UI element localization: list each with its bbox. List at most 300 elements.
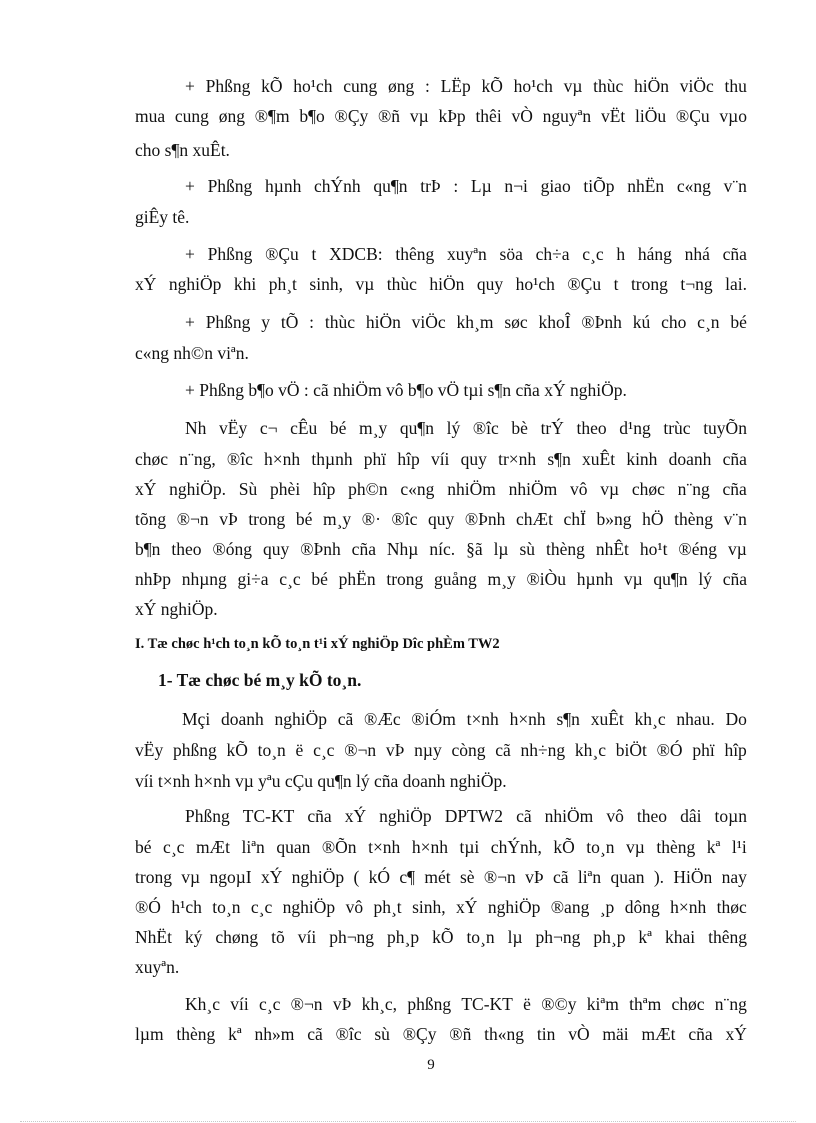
word: (	[353, 867, 360, 887]
word: cã	[307, 1024, 323, 1044]
word: hiÖn	[634, 76, 670, 96]
word: nµy	[414, 740, 442, 760]
word: vËy	[135, 740, 164, 760]
word: ®îc	[226, 449, 253, 469]
word: c¸n	[697, 312, 720, 332]
word: TC-KT	[461, 994, 513, 1014]
word: vÞ	[219, 509, 238, 529]
word: vµ	[355, 274, 375, 294]
word: kª	[638, 927, 652, 947]
word: ®¶m	[254, 106, 290, 126]
word: Phßng	[207, 244, 253, 264]
word: thêng	[395, 244, 435, 264]
word: ¸p	[599, 897, 615, 917]
text-line	[182, 708, 747, 730]
word: cã	[516, 806, 532, 826]
word: liÖu	[635, 106, 667, 126]
word: DPTW2	[444, 806, 504, 826]
word: Nhµ	[386, 539, 419, 559]
word: quy	[460, 449, 487, 469]
text-line	[135, 568, 747, 590]
word: chÏ	[563, 509, 586, 529]
word: viÖc	[411, 312, 446, 332]
text-line	[135, 896, 747, 918]
word: hîp	[724, 740, 747, 760]
word: kh¸c	[574, 740, 606, 760]
word: cña	[307, 806, 332, 826]
word: søc	[504, 312, 528, 332]
word: Nh	[185, 418, 207, 438]
word: thu	[724, 76, 747, 96]
word: quy	[262, 539, 290, 559]
word: lý	[698, 569, 712, 589]
word: bè	[511, 418, 528, 438]
word: kÕ	[553, 837, 575, 857]
word: ë	[523, 994, 531, 1014]
word: trÝ	[540, 418, 564, 438]
word: nh»m	[254, 1024, 295, 1044]
word: quy	[476, 274, 504, 294]
word: c¶	[399, 867, 416, 887]
word: liªn	[577, 867, 602, 887]
word: tuyÕn	[703, 418, 747, 438]
word: tõ	[271, 927, 285, 947]
word: ®îc	[391, 509, 418, 529]
word: t×nh	[368, 837, 401, 857]
word: tÕ	[280, 312, 299, 332]
word: guång	[434, 569, 477, 589]
word: Phßng	[205, 76, 251, 96]
word: hiÖn	[429, 274, 465, 294]
word: NhËt	[135, 927, 172, 947]
text-line	[135, 1023, 747, 1045]
word: ®îc	[472, 418, 499, 438]
word: söa	[499, 244, 523, 264]
word: cÊu	[290, 418, 318, 438]
word: quan	[276, 837, 311, 857]
word: m¸y	[487, 569, 516, 589]
word: ho¹t	[639, 539, 668, 559]
word: khai	[664, 927, 696, 947]
word: chøng	[215, 927, 259, 947]
word: kÓ	[368, 867, 391, 887]
word: ë	[295, 740, 304, 760]
word: thèng	[674, 509, 713, 529]
word: c«ng	[676, 176, 711, 196]
word: cña	[688, 1024, 713, 1044]
word: vµ	[623, 569, 643, 589]
word: lµ	[507, 927, 523, 947]
word: ®ang	[550, 897, 590, 917]
word: trong	[248, 509, 286, 529]
word: ®óng	[212, 539, 253, 559]
word: tõng	[135, 509, 167, 529]
word: h	[616, 244, 626, 264]
word: ®¬n	[344, 740, 377, 760]
word: s¶n	[556, 709, 580, 729]
word: XDCB:	[329, 244, 383, 264]
word: xÝ	[135, 274, 157, 294]
text-line	[185, 243, 747, 265]
word: cung	[174, 106, 209, 126]
word: §ã	[466, 539, 483, 559]
word: kh¸m	[456, 312, 494, 332]
word: m¸y	[359, 418, 388, 438]
word: trong	[135, 867, 172, 887]
word: sinh,	[309, 274, 343, 294]
word: ®ñ	[449, 1024, 472, 1044]
word: doanh	[668, 449, 712, 469]
word: s¶n	[547, 449, 571, 469]
word: nghiÖp	[282, 897, 336, 917]
word: Do	[725, 709, 747, 729]
word: ph¸t	[373, 897, 402, 917]
word: hµnh	[264, 176, 302, 196]
word: qu¶n	[653, 569, 688, 589]
word: t¬ng	[680, 274, 713, 294]
word: n¨ng,	[179, 449, 216, 469]
text-line	[135, 448, 747, 470]
word: tin	[536, 1024, 556, 1044]
word: ®¬n	[176, 509, 209, 529]
word: xÝ	[260, 867, 283, 887]
word: mäi	[602, 1024, 629, 1044]
word: liªn	[241, 837, 265, 857]
word: ®¬n	[290, 994, 323, 1014]
word: phßng	[407, 994, 452, 1014]
word: h×nh	[670, 897, 707, 917]
word: hµnh	[576, 569, 614, 589]
word: phï	[363, 449, 387, 469]
word: nguyªn	[542, 106, 592, 126]
word: ®îc	[335, 1024, 362, 1044]
word: xÝ	[456, 897, 478, 917]
word: kinh	[626, 449, 658, 469]
word: vµ	[600, 479, 620, 499]
word: h×nh	[264, 449, 301, 469]
word: ho¹ch	[513, 76, 553, 96]
word: vËt	[600, 106, 626, 126]
text-line	[185, 805, 747, 827]
word: c¸c	[582, 244, 604, 264]
word: sù	[519, 539, 536, 559]
word: n¨ng	[714, 994, 747, 1014]
word: vËy	[219, 418, 248, 438]
word: toµn	[714, 806, 747, 826]
word: phßng	[172, 740, 217, 760]
word: kª	[228, 1024, 242, 1044]
word: vÒ	[568, 1024, 590, 1044]
word: b»ng	[596, 509, 632, 529]
word: sù	[374, 1024, 390, 1044]
word: thêi	[475, 106, 502, 126]
word: hîp	[397, 449, 420, 469]
word: bé	[730, 312, 747, 332]
word: ®Þnh	[581, 312, 622, 332]
word: ®Æc	[364, 709, 401, 729]
word: khi	[233, 274, 257, 294]
word: lai.	[725, 274, 747, 294]
section-heading: I. Tæ chøc h¹ch to¸n kÕ to¸n t¹i xÝ nghiÖp Dîc phÈm TW2	[135, 636, 500, 652]
word: xÝ	[344, 806, 367, 826]
word: ho¹ch	[293, 76, 333, 96]
word: nghiÖp	[291, 867, 345, 887]
word: +	[185, 176, 195, 196]
word: vÞ	[332, 994, 352, 1014]
word: Kh¸c	[185, 994, 220, 1014]
word: cña	[722, 449, 747, 469]
word: vµ	[181, 867, 201, 887]
word: kÕ	[226, 740, 248, 760]
word: vµ	[625, 837, 645, 857]
word: ch÷a	[535, 244, 570, 264]
word: doanh	[220, 709, 264, 729]
word: h×nh	[411, 837, 448, 857]
word: mÆt	[641, 1024, 676, 1044]
word: cung	[343, 76, 378, 96]
word: xuÊt	[590, 709, 624, 729]
word: cã	[337, 709, 354, 729]
word: theo	[636, 806, 668, 826]
word: vô	[606, 806, 624, 826]
word: ngoµI	[209, 867, 252, 887]
word: n¨ng	[677, 479, 710, 499]
word: n¬i	[504, 176, 528, 196]
word: mua	[135, 106, 166, 126]
word: vµ	[727, 539, 747, 559]
word: ®Çu	[675, 106, 710, 126]
word: phèi	[270, 479, 301, 499]
word: ph¸p	[593, 927, 626, 947]
word: trong	[630, 274, 668, 294]
text-line	[135, 478, 747, 500]
word: ®¬n	[483, 867, 516, 887]
word: trùc	[663, 418, 691, 438]
word: thèng	[176, 1024, 216, 1044]
word: ph¬ng	[329, 927, 375, 947]
word: vµo	[719, 106, 747, 126]
word: cã	[552, 867, 569, 887]
word: qu¶n	[399, 418, 435, 438]
word: :	[424, 76, 430, 96]
word: h×nh	[509, 709, 546, 729]
text-line: víi t×nh h×nh vµ yªu cÇu qu¶n lý cña doanh nghiÖp.	[135, 771, 507, 791]
word: ho¹ch	[515, 274, 555, 294]
word: vô	[569, 479, 588, 499]
word: c¸c	[163, 837, 185, 857]
word: c¸c	[250, 897, 273, 917]
word: bé	[311, 569, 328, 589]
word: m¸y	[322, 509, 352, 529]
word: giao	[540, 176, 571, 196]
word: Phßng	[207, 176, 253, 196]
word: Phßng	[185, 806, 230, 826]
word: dông	[624, 897, 660, 917]
word: nhiÖm	[508, 479, 558, 499]
word: dâi	[680, 806, 702, 826]
word: ®iÓm	[411, 709, 456, 729]
word: kÕ	[261, 76, 283, 96]
word: Mçi	[182, 709, 211, 729]
word: thµnh	[311, 449, 353, 469]
word: háng	[637, 244, 672, 264]
word: nhiÖm	[447, 479, 496, 499]
word: nhµng	[181, 569, 227, 589]
word: l¹i	[731, 837, 747, 857]
word: víi	[430, 449, 450, 469]
word: HiÖn	[673, 867, 713, 887]
word: thèng	[656, 837, 696, 857]
word: TC-KT	[242, 806, 295, 826]
word: thªm	[629, 994, 662, 1014]
word: sè	[459, 867, 475, 887]
word: ®Ó	[135, 897, 161, 917]
word: thùc	[593, 76, 624, 96]
word: nhÞp	[135, 569, 171, 589]
word: y	[261, 312, 271, 332]
text-line	[185, 417, 747, 439]
word: bé	[135, 837, 152, 857]
word: :	[453, 176, 459, 196]
word: +	[185, 312, 195, 332]
word: thùc	[386, 274, 417, 294]
page-bottom-divider	[20, 1121, 796, 1122]
word: khoÎ	[538, 312, 571, 332]
word: vµ	[409, 106, 429, 126]
word: nghiÖp	[487, 897, 541, 917]
word: d¹ng	[619, 418, 651, 438]
word: ph¸p	[387, 927, 420, 947]
word: quan	[610, 867, 645, 887]
word: xuyªn	[446, 244, 487, 264]
text-line: c«ng nh©n viªn.	[135, 343, 249, 363]
word: nay	[721, 867, 747, 887]
word: tiÕp	[583, 176, 615, 196]
word: xÝ	[725, 1024, 747, 1044]
word: Sù	[238, 479, 258, 499]
word: tr×nh	[498, 449, 537, 469]
word: cña	[722, 479, 747, 499]
word: chÝnh,	[490, 837, 542, 857]
word: LËp	[440, 76, 471, 96]
word: chøc	[671, 994, 705, 1014]
word: lµm	[135, 1024, 164, 1044]
word: cã	[495, 740, 511, 760]
word: ph©n	[348, 479, 388, 499]
word: to¸n	[586, 837, 615, 857]
word: phËn	[338, 569, 376, 589]
word: chÆt	[516, 509, 553, 529]
word: chÝnh	[314, 176, 361, 196]
word: kÕ	[481, 76, 503, 96]
word: nghiÖp	[379, 806, 432, 826]
word: kú	[632, 312, 651, 332]
word: thêng	[708, 927, 747, 947]
word: viÖc	[679, 76, 714, 96]
word: kª	[706, 837, 721, 857]
text-line: xÝ nghiÖp.	[135, 599, 218, 619]
text-line	[135, 866, 747, 888]
word: cña	[722, 569, 747, 589]
word: hiÖn	[365, 312, 401, 332]
word: Phßng	[205, 312, 251, 332]
text-line	[135, 836, 747, 858]
word: nghiÖp.	[169, 479, 227, 499]
text-line: cho s¶n xuÊt.	[135, 140, 230, 160]
word: nh÷ng	[520, 740, 566, 760]
word: c¬	[259, 418, 278, 438]
word: sinh,	[412, 897, 446, 917]
text-line	[135, 273, 747, 295]
text-line	[135, 508, 747, 530]
subheading: 1- Tæ chøc bé m¸y kÕ to¸n.	[158, 670, 362, 690]
word: còng	[451, 740, 486, 760]
word: ®éng	[678, 539, 717, 559]
word: c¸c	[279, 569, 301, 589]
word: nghiÖp	[168, 274, 222, 294]
word: :	[309, 312, 315, 332]
text-line	[185, 175, 747, 197]
word: +	[185, 244, 195, 264]
text-line	[185, 993, 747, 1015]
word: ph¬ng	[535, 927, 581, 947]
word: níc.	[429, 539, 456, 559]
word: b¶n	[135, 539, 161, 559]
word: mÆt	[195, 837, 230, 857]
text-line	[135, 926, 747, 948]
text-line	[185, 75, 747, 97]
word: víi	[230, 994, 249, 1014]
word: h¹ch	[171, 897, 202, 917]
text-line: giÊy tê.	[135, 207, 190, 227]
word: lµ	[493, 539, 509, 559]
word: lý	[446, 418, 461, 438]
word: theo	[171, 539, 202, 559]
word: kh¸c	[634, 709, 666, 729]
word: nhá	[684, 244, 710, 264]
word: thèng	[545, 539, 585, 559]
word: t	[311, 244, 317, 264]
word: víi	[297, 927, 317, 947]
word: c«ng	[400, 479, 435, 499]
word: +	[185, 76, 195, 96]
word: trong	[386, 569, 424, 589]
word: ®Õn	[321, 837, 357, 857]
word: t×nh	[466, 709, 499, 729]
word: nhÊt	[595, 539, 629, 559]
word: ®Çy	[402, 1024, 437, 1044]
word: kh¸c,	[361, 994, 398, 1014]
word: mét	[424, 867, 451, 887]
word: vÞ	[385, 740, 405, 760]
word: gi÷a	[237, 569, 269, 589]
word: ®©y	[541, 994, 577, 1014]
word: ®Ó	[656, 740, 683, 760]
word: ®Þnh	[464, 509, 506, 529]
word: nhau.	[676, 709, 715, 729]
word: tµi	[459, 837, 480, 857]
word: hîp	[312, 479, 336, 499]
word: xuÊt	[582, 449, 616, 469]
word: ®iÒu	[526, 569, 567, 589]
word: chøc	[631, 479, 665, 499]
word: hÖ	[642, 509, 664, 529]
text-line	[135, 105, 747, 127]
word: c¸c	[259, 994, 281, 1014]
word: phï	[692, 740, 715, 760]
word: ®ñ	[378, 106, 401, 126]
word: øng	[387, 76, 415, 96]
